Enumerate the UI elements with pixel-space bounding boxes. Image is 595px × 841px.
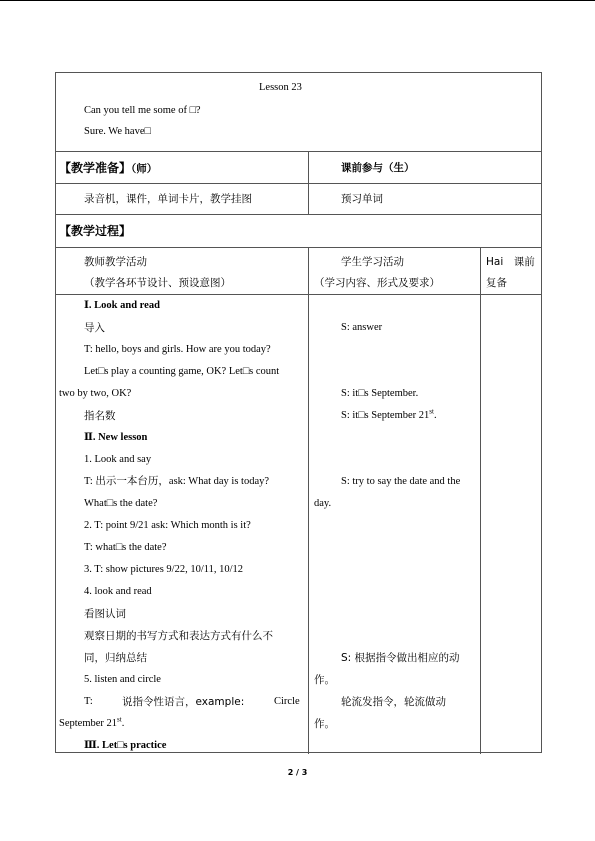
teacher-line: 观察日期的书写方式和表达方式有什么不 — [84, 630, 273, 642]
student-line: S: 根据指令做出相应的动 — [341, 652, 460, 664]
teacher-line: 导入 — [84, 322, 105, 334]
student-line: S: it□s September 21st. — [341, 407, 437, 421]
teacher-line: September 21st. — [59, 715, 125, 729]
student-line: 作。 — [314, 674, 335, 686]
teacher-line: 4. look and read — [84, 586, 152, 597]
prep-header-right: 课前参与（生） — [341, 162, 415, 174]
intro-question: Can you tell me some of □? — [84, 105, 201, 116]
col-divider-2 — [480, 248, 481, 754]
student-line: 作。 — [314, 718, 335, 730]
intro-answer: Sure. We have□ — [84, 126, 151, 137]
top-rule — [0, 0, 595, 1]
lesson-title: Lesson 23 — [259, 82, 302, 93]
teacher-line: Let□s play a counting game, OK? Let□s count — [84, 366, 280, 377]
student-line: 轮流发指令，轮流做动 — [341, 696, 446, 708]
col-divider-1 — [308, 248, 309, 754]
section-2-title: Ⅱ. New lesson — [84, 432, 148, 443]
teacher-line: T: 出示一本台历，ask: What day is today? — [84, 476, 270, 487]
teacher-line: 说指令性语言，example: — [122, 696, 245, 708]
student-line: S: try to say the date and the — [341, 476, 461, 487]
prep-content-right: 预习单词 — [341, 193, 383, 205]
prep-divider — [308, 152, 309, 215]
teacher-line: 看图认词 — [84, 608, 126, 620]
teacher-line: T: — [84, 696, 93, 707]
student-line: S: answer — [341, 322, 383, 333]
teacher-line: 1. Look and say — [84, 454, 152, 465]
teacher-line: T: hello, boys and girls. How are you today? — [84, 344, 271, 355]
lesson-table — [55, 72, 542, 753]
prep-header-left: 【教学准备】（师） — [59, 161, 158, 175]
prep-content-left: 录音机，课件，单词卡片，教学挂图 — [84, 193, 252, 205]
teacher-line: T: what□s the date? — [84, 542, 167, 553]
page-number: 2 / 3 — [287, 768, 308, 777]
teacher-line: What□s the date? — [84, 498, 158, 509]
col3-line1: Hai 课前 — [486, 256, 535, 268]
student-line: day. — [314, 498, 332, 509]
teacher-line: 5. listen and circle — [84, 674, 161, 685]
teacher-line: Circle — [274, 696, 300, 707]
process-header: 【教学过程】 — [59, 224, 132, 238]
teacher-line: 3. T: show pictures 9/22, 10/11, 10/12 — [84, 564, 244, 575]
teacher-line: two by two, OK? — [59, 388, 132, 399]
section-1-title: Ⅰ. Look and read — [84, 300, 160, 311]
teacher-line: 同，归纳总结 — [84, 652, 147, 664]
section-3-title: Ⅲ. Let□s practice — [84, 740, 167, 751]
teacher-line: 指名数 — [84, 410, 116, 422]
col1-subtitle: （教学各环节设计、预设意图） — [84, 277, 231, 289]
col3-line2: 复备 — [486, 277, 507, 289]
teacher-line: 2. T: point 9/21 ask: Which month is it? — [84, 520, 251, 531]
student-line: S: it□s September. — [341, 388, 419, 399]
col2-subtitle: （学习内容、形式及要求） — [314, 277, 440, 289]
col1-title: 教师教学活动 — [84, 256, 147, 268]
col2-title: 学生学习活动 — [341, 256, 404, 268]
